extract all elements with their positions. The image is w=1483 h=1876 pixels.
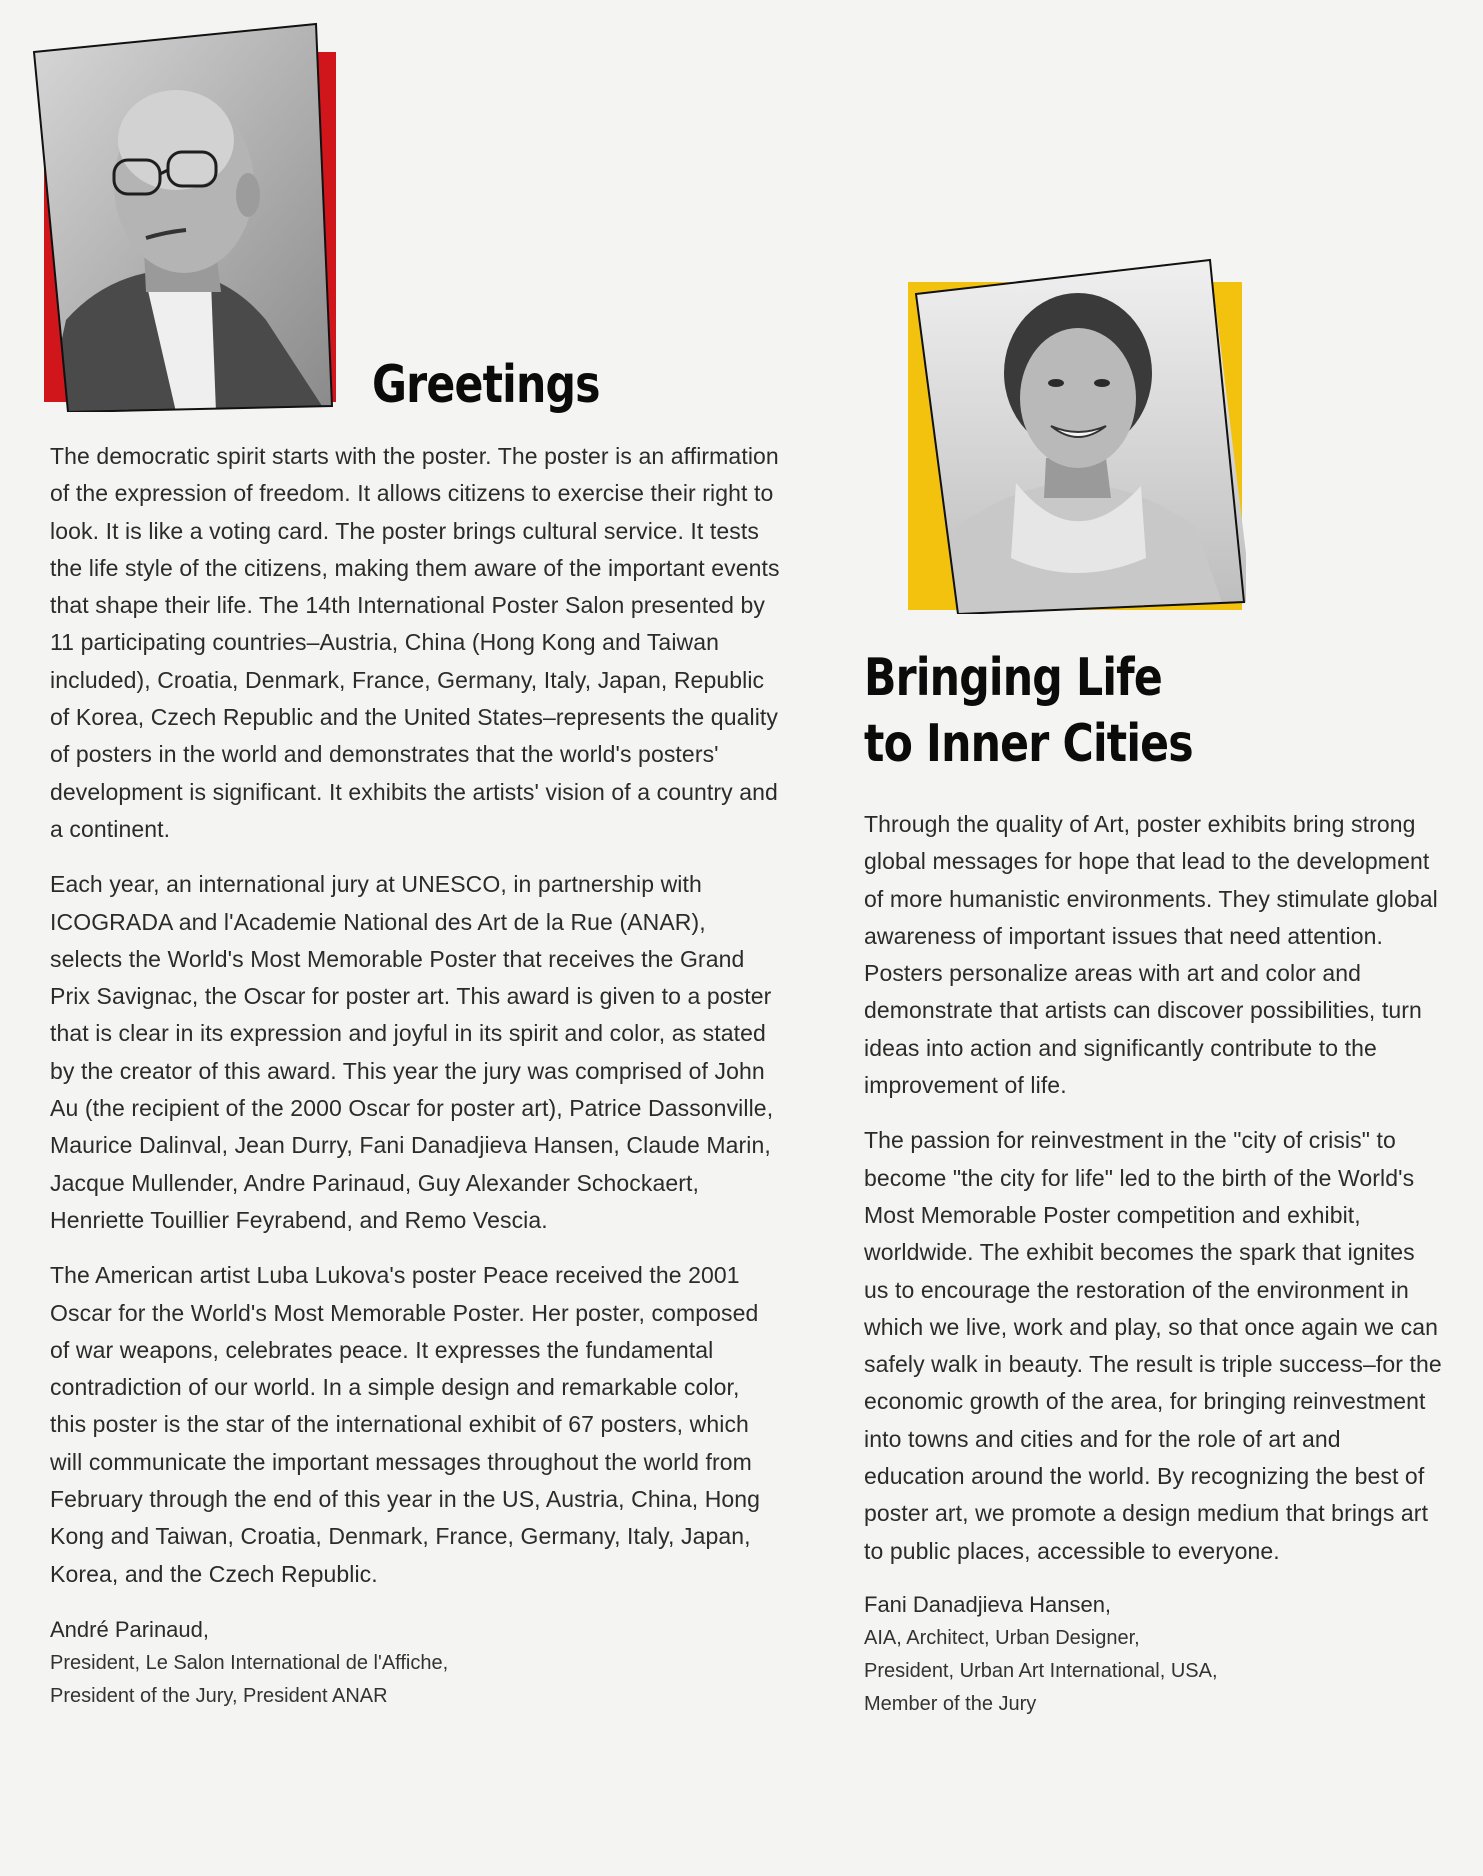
bringing-life-heading-line-1: Bringing Life: [864, 648, 1162, 708]
left-signature-name: André Parinaud,: [50, 1616, 209, 1642]
left-signature: [50, 1613, 780, 1713]
portrait-fani-danadjieva-hansen-image: [906, 258, 1246, 614]
bringing-life-heading: [864, 645, 1193, 777]
right-column: [864, 806, 1444, 1721]
right-signature: [864, 1588, 1444, 1721]
portrait-fani-danadjieva-hansen: [906, 258, 1246, 614]
left-paragraph-3: The American artist Luba Lukova's poster Peace received the 2001 Oscar for the World's Most Memorable Poster. Her poster, composed of war weapons, celebrates peace. It expresses the fundamental contradiction of our world. In a simple design and remarkable color, this poster is the star of the international exhibit of 67 posters, which will communicate the important messages throughout the world from February through the end of this year in the US, Austria, China, Hong Kong and Taiwan, Croatia, Denmark, France, Germany, Italy, Japan, Korea, and the Czech Republic.: [50, 1262, 761, 1587]
right-signature-line: President, Urban Art International, USA,: [864, 1659, 1218, 1682]
greetings-heading: Greetings: [372, 355, 600, 415]
portrait-andre-parinaud-image: [26, 20, 336, 412]
left-paragraph-1: The democratic spirit starts with the poster. The poster is an affirmation of the expression of freedom. It allows citizens to exercise their right to look. It is like a voting card. The poster brings cultural service. It tests the life style of the citizens, making them aware of the important events that shape their life. The 14th International Poster Salon presented by 11 participating countries–Austria, China (Hong Kong and Taiwan included), Croatia, Denmark, France, Germany, Italy, Japan, Republic of Korea, Czech Republic and the United States–represents the quality of posters in the world and demonstrates that the world's posters' development is significant. It exhibits the artists' vision of a country and a continent.: [50, 443, 780, 842]
right-signature-line: AIA, Architect, Urban Designer,: [864, 1626, 1140, 1649]
left-paragraph-2: Each year, an international jury at UNESCO, in partnership with ICOGRADA and l'Academie National des Art de la Rue (ANAR), selects the World's Most Memorable Poster that receives the Grand Prix Savignac, the Oscar for poster art. This award is given to a poster that is clear in its expression and joyful in its spirit and color, as stated by the creator of this award. This year the jury was comprised of John Au (the recipient of the 2000 Oscar for poster art), Patrice Dassonville, Maurice Dalinval, Jean Durry, Fani Danadjieva Hansen, Claude Marin, Jacque Mullender, Andre Parinaud, Guy Alexander Schockaert, Henriette Touillier Feyrabend, and Remo Vescia.: [50, 871, 774, 1233]
right-paragraph-1: Through the quality of Art, poster exhibits bring strong global messages for hope that lead to the development of more humanistic environments. They stimulate global awareness of important issues that need attention. Posters personalize areas with art and color and demonstrate that artists can discover possibilities, turn ideas into action and significantly contribute to the improvement of life.: [864, 811, 1438, 1099]
right-paragraph-2: The passion for reinvestment in the "city of crisis" to become "the city for life" led to the birth of the World's Most Memorable Poster competition and exhibit, worldwide. The exhibit becomes the spark that ignites us to encourage the restoration of the environment in which we live, work and play, so that once again we can safely walk in beauty. The result is triple success–for the economic growth of the area, for bringing reinvestment into towns and cities and for the role of art and education around the world. By recognizing the best of poster art, we promote a design medium that brings art to public places, accessible to everyone.: [864, 1127, 1442, 1564]
bringing-life-heading-line-2: to Inner Cities: [864, 714, 1193, 774]
left-signature-line: President of the Jury, President ANAR: [50, 1684, 388, 1707]
portrait-andre-parinaud: [26, 20, 336, 412]
right-signature-line: Member of the Jury: [864, 1692, 1037, 1715]
left-column: [50, 438, 780, 1713]
left-signature-line: President, Le Salon International de l'Affiche,: [50, 1651, 449, 1674]
right-signature-name: Fani Danadjieva Hansen,: [864, 1591, 1112, 1617]
